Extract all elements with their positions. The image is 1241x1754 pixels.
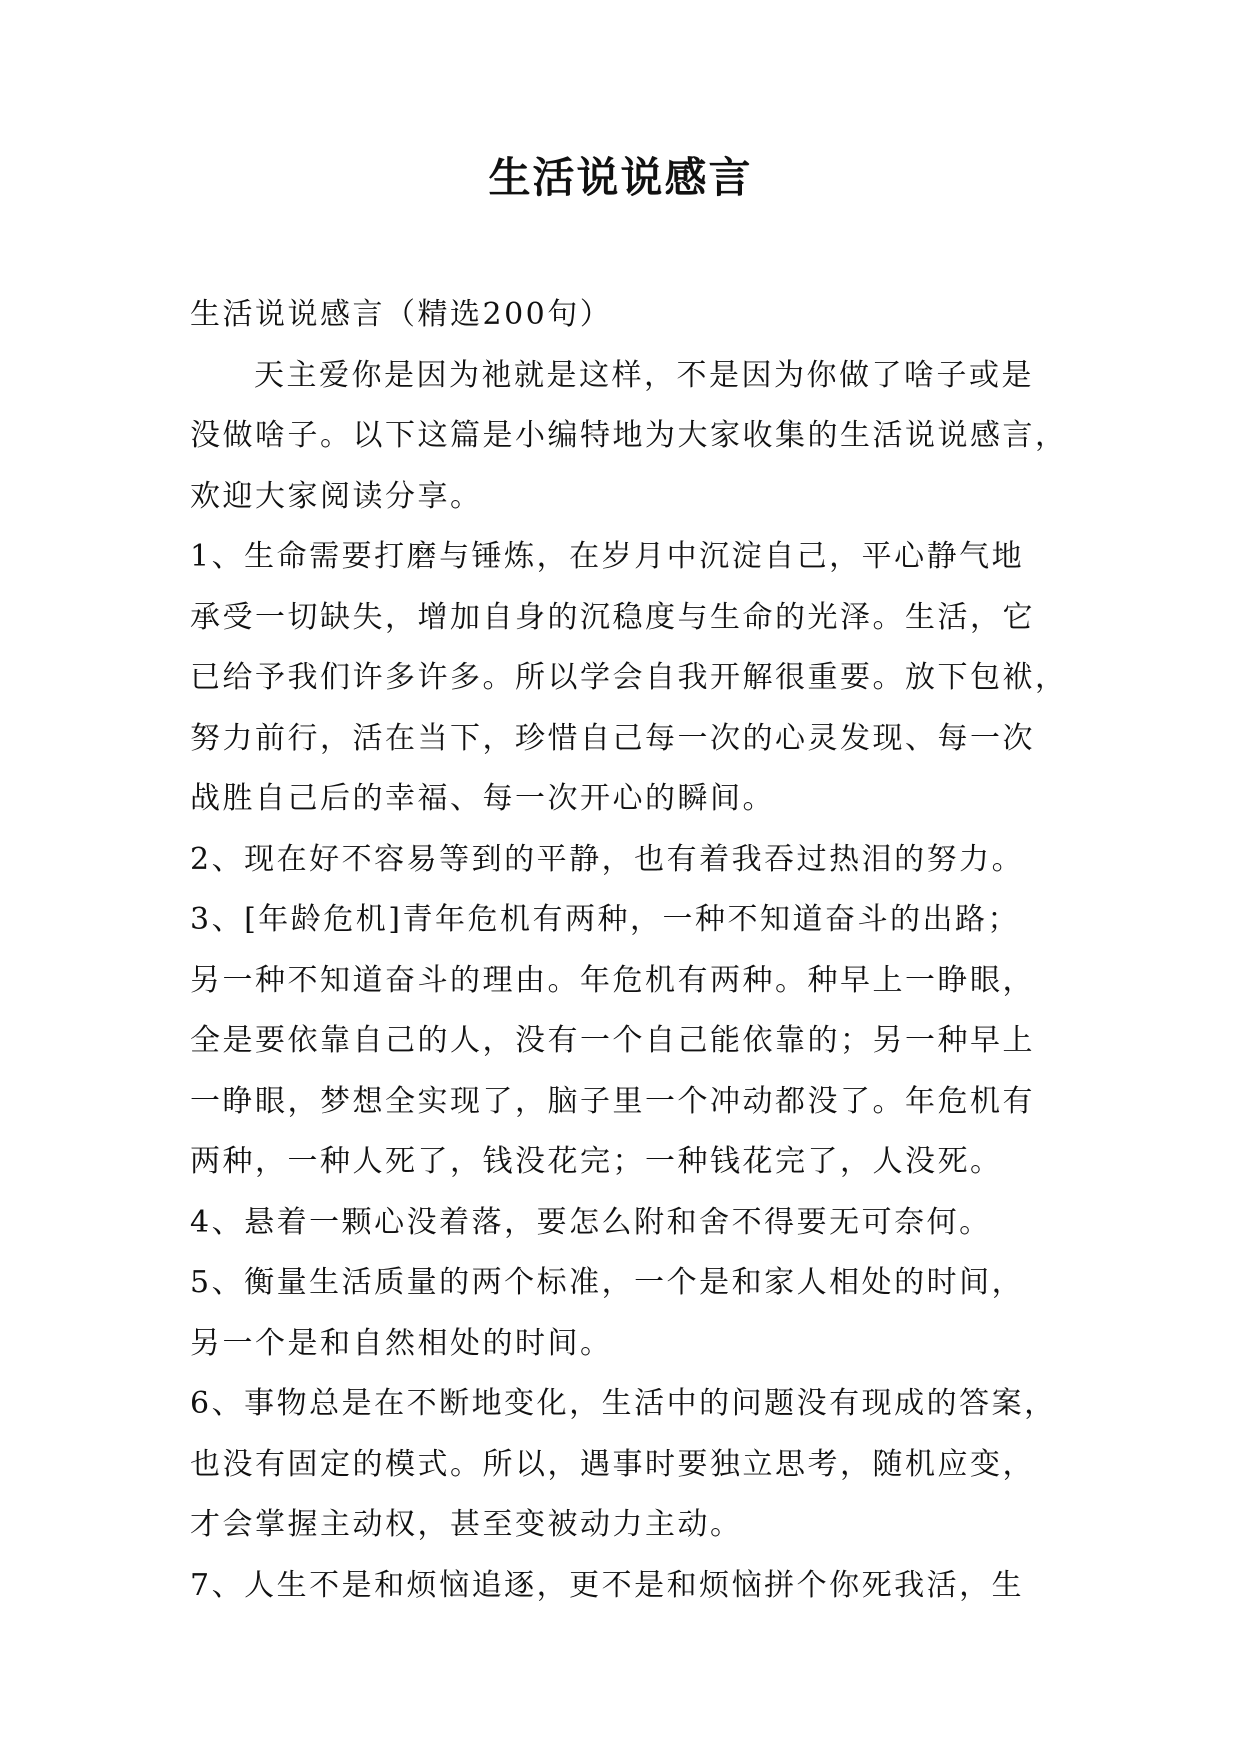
paragraph-line: 才会掌握主动权，甚至变被动力主动。	[190, 1507, 743, 1542]
paragraph-line: 承受一切缺失，增加自身的沉稳度与生命的光泽。生活，它	[190, 599, 1035, 635]
paragraph-line: 也没有固定的模式。所以，遇事时要独立思考，随机应变，	[190, 1446, 1035, 1482]
paragraph-line: 全是要依靠自己的人，没有一个自己能依靠的；另一种早上	[190, 1023, 1035, 1058]
paragraph-line: 7、人生不是和烦恼追逐，更不是和烦恼拼个你死我活，生	[190, 1567, 1025, 1603]
document-title: 生活说说感言	[488, 153, 753, 202]
paragraph-line: 一睁眼，梦想全实现了，脑子里一个冲动都没了。年危机有	[190, 1083, 1035, 1119]
paragraph-line: 4、悬着一颗心没着落，要怎么附和舍不得要无可奈何。	[190, 1204, 992, 1240]
intro-line: 没做啥子。以下这篇是小编特地为大家收集的生活说说感言，	[190, 418, 1068, 453]
intro-line: 欢迎大家阅读分享。	[190, 478, 483, 514]
paragraph-line: 另一个是和自然相处的时间。	[190, 1325, 613, 1361]
document-body	[190, 285, 1070, 1616]
intro-line: 天主爱你是因为祂就是这样，不是因为你做了啥子或是	[254, 357, 1034, 393]
paragraph-line: 2、现在好不容易等到的平静，也有着我吞过热泪的努力。	[190, 841, 1025, 877]
paragraph-line: 战胜自己后的幸福、每一次开心的瞬间。	[190, 781, 775, 816]
paragraph-line: 1、生命需要打磨与锤炼，在岁月中沉淀自己，平心静气地	[190, 539, 1025, 574]
paragraph-line: 5、衡量生活质量的两个标准，一个是和家人相处的时间，	[190, 1265, 1025, 1300]
paragraph-line: 努力前行，活在当下，珍惜自己每一次的心灵发现、每一次	[190, 720, 1035, 756]
paragraph-line: 3、[年龄危机]青年危机有两种，一种不知道奋斗的出路；	[190, 902, 1020, 937]
paragraph-line: 已给予我们许多许多。所以学会自我开解很重要。放下包袱，	[190, 660, 1068, 695]
paragraph-line: 另一种不知道奋斗的理由。年危机有两种。种早上一睁眼，	[190, 962, 1035, 998]
subtitle-line: 生活说说感言（精选200句）	[190, 297, 613, 332]
paragraph-line: 两种，一种人死了，钱没花完；一种钱花完了，人没死。	[190, 1144, 1003, 1179]
paragraph-line: 6、事物总是在不断地变化，生活中的问题没有现成的答案，	[190, 1386, 1057, 1421]
